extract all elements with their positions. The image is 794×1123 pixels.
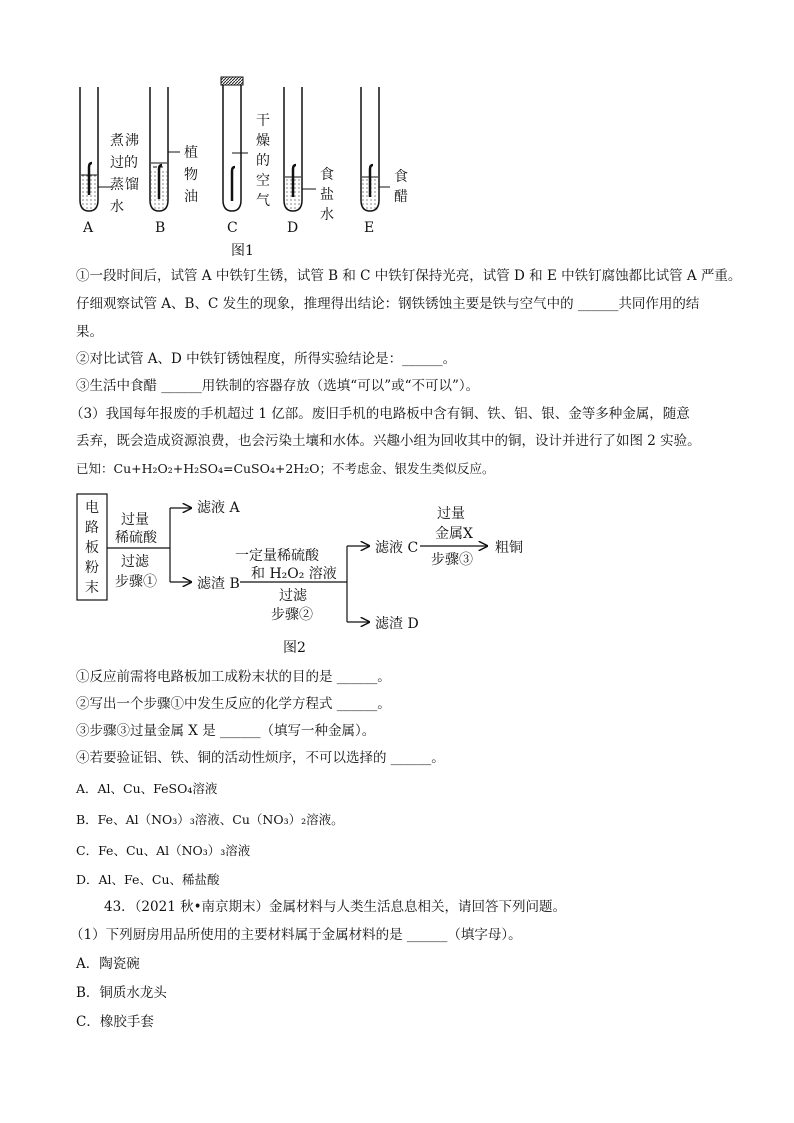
tube-a-annotation-3: 过的 [110,155,138,171]
tube-b-label: B [155,220,166,236]
residue-d: 滤渣 D [375,616,419,632]
choice-a: A．陶瓷碗 [76,956,140,972]
figure-1-test-tubes [70,75,430,265]
tube-a-annotation-6: 水 [110,199,124,215]
paragraph-1a: ①一段时间后，试管 A 中铁钉生锈，试管 B 和 C 中铁钉保持光亮，试管 D 和 E 中铁钉腐蚀都比试管 A 严重。 [76,268,742,284]
tube-a-label: A [83,220,94,236]
tube-b-annotation-3: 油 [184,189,198,205]
tube-d-annotation-2: 盐 [320,187,334,203]
residue-b: 滤渣 B [197,576,240,592]
question-43-heading: 43．（2021 秋•南京期末）金属材料与人类生活息息相关，请回答下列问题。 [104,899,567,915]
figure-1-caption: 图1 [231,243,254,259]
reagent-2-a: 一定量稀硫酸 [235,548,319,564]
start-char-1: 电 [85,500,99,516]
start-char-4: 粉 [85,560,99,576]
step-1-filter: 过滤 [121,554,149,570]
product-crude-copper: 粗铜 [495,540,523,556]
tube-c-annotation-5: 气 [256,193,270,209]
step-2-label: 步骤② [271,607,313,623]
question-4: ④若要验证铝、铁、铜的活动性烦序，不可以选择的 ______。 [76,750,445,766]
tube-d-annotation-3: 水 [320,207,334,223]
tube-e-annotation-1: 食 [394,169,408,185]
paragraph-1b: 仔细观察试管 A、B、C 发生的现象，推理得出结论：钢铁锈蚀主要是铁与空气中的 ______共同作用的结 [76,296,700,312]
question-43-part-1: （1）下列厨房用品所使用的主要材料属于金属材料的是 ______（填字母）。 [70,927,522,943]
question-2: ②写出一个步骤①中发生反应的化学方程式 ______。 [76,696,391,712]
tube-e-annotation-2: 醋 [394,189,408,205]
start-char-3: 板 [85,540,99,556]
tube-a-annotation-1: 煮 [110,133,124,149]
figure-2-flowchart [75,490,545,660]
tube-c-annotation-4: 空 [256,173,270,189]
question-1: ①反应前需将电路板加工成粉末状的目的是 ______。 [76,669,391,685]
paragraph-4b: 丢弃，既会造成资源浪费，也会污染土壤和水体。兴趣小组为回收其中的铜，设计并进行了如图 2 实验。 [76,433,701,449]
tube-d-annotation-1: 食 [320,167,334,183]
tube-a-annotation-2: 沸 [125,133,139,149]
figure-2-caption: 图2 [283,640,306,656]
reagent-1-top: 过量 [121,512,149,528]
reagent-2-b: 和 H₂O₂ 溶液 [251,566,337,582]
paragraph-3: ③生活中食醋 ______用铁制的容器存放（选填“可以”或“不可以”）。 [76,378,480,394]
tube-c-annotation-3: 的 [256,153,270,169]
step-3-label: 步骤③ [431,552,473,568]
test-tube-a [80,87,114,211]
tube-a-annotation-4: 蒸 [110,177,124,193]
reagent-1-mid: 稀硫酸 [115,530,157,546]
tube-a-annotation-5: 馏 [125,177,139,193]
reagent-3-b: 金属X [435,526,473,542]
paragraph-2: ②对比试管 A、D 中铁钉锈蚀程度，所得实验结论是：______。 [76,351,457,367]
tube-c-annotation-1: 干 [256,113,270,129]
choice-c: C．橡胶手套 [76,1014,154,1030]
option-c: C．Fe、Cu、Al（NO₃）₃溶液 [76,843,251,858]
test-tube-d [284,87,316,211]
paragraph-4a: （3）我国每年报废的手机超过 1 亿部。废旧手机的电路板中含有铜、铁、铝、银、金等多种金属，随意 [70,406,690,422]
tube-d-label: D [287,220,299,236]
tube-b-annotation-1: 植 [184,145,198,161]
test-tube-b [150,87,180,211]
step-1-label: 步骤① [115,574,157,590]
paragraph-1c: 果。 [76,324,103,340]
tube-c-label: C [227,220,238,236]
filtrate-a: 滤液 A [197,500,240,516]
option-d: D．Al、Fe、Cu、稀盐酸 [76,872,220,887]
tube-b-annotation-2: 物 [184,167,198,183]
test-tube-c [221,77,248,211]
choice-b: B．铜质水龙头 [76,985,167,1001]
reagent-3-a: 过量 [437,506,465,522]
filtrate-c: 滤液 C [375,540,419,556]
option-b: B．Fe、Al（NO₃）₃溶液、Cu（NO₃）₂溶液。 [76,812,344,827]
tube-c-annotation-2: 燥 [256,133,270,149]
start-char-2: 路 [85,520,99,536]
test-tube-e [361,87,390,211]
start-char-5: 末 [85,580,99,596]
tube-e-label: E [364,220,375,236]
question-3: ③步骤③过量金属 X 是 ______（填写一种金属）。 [76,723,376,739]
option-a: A．Al、Cu、FeSO₄溶液 [76,781,218,796]
paragraph-5: 已知：Cu+H₂O₂+H₂SO₄=CuSO₄+2H₂O；不考虑金、银发生类似反应。 [76,461,495,476]
step-2-filter: 过滤 [279,588,307,604]
